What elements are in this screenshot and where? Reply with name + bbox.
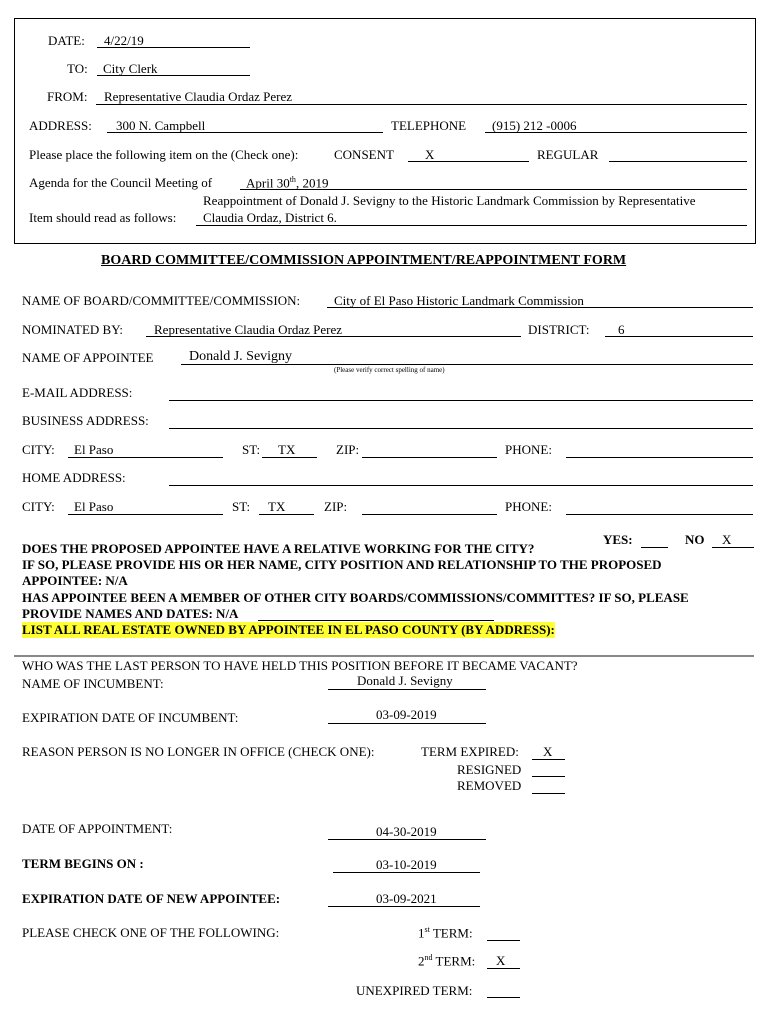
unexpired-term-label: UNEXPIRED TERM: <box>356 983 473 998</box>
phone1-line[interactable] <box>566 457 753 458</box>
boards-line <box>258 620 494 621</box>
agenda-label: Agenda for the Council Meeting of <box>29 175 213 190</box>
nominated-line <box>146 336 521 337</box>
to-value[interactable]: City Clerk <box>103 61 158 76</box>
no-label: NO <box>685 532 705 547</box>
city2-line <box>68 514 223 515</box>
city1-value[interactable]: El Paso <box>74 442 114 457</box>
date-label: DATE: <box>48 33 85 48</box>
item-line-1[interactable]: Reappointment of Donald J. Sevigny to the Historic Landmark Commission by Representative <box>203 193 696 208</box>
to-label: TO: <box>67 61 88 76</box>
second-term-label: 2nd TERM: <box>418 953 476 969</box>
board-line <box>327 307 753 308</box>
phone2-line[interactable] <box>566 514 753 515</box>
second-term-line <box>487 968 520 969</box>
item-line-2[interactable]: Claudia Ordaz, District 6. <box>203 210 337 225</box>
telephone-value[interactable]: (915) 212 -0006 <box>492 118 577 133</box>
nominated-value[interactable]: Representative Claudia Ordaz Perez <box>154 322 343 337</box>
appointment-date-line <box>328 839 486 840</box>
incumbent-exp-label: EXPIRATION DATE OF INCUMBENT: <box>22 710 239 725</box>
st2-line <box>259 514 314 515</box>
question-relative-details: IF SO, PLEASE PROVIDE HIS OR HER NAME, CITY POSITION AND RELATIONSHIP TO THE PROPOSED <box>22 557 662 572</box>
st1-label: ST: <box>242 442 261 457</box>
resigned-label: RESIGNED <box>457 762 522 777</box>
incumbent-name-line <box>328 689 486 690</box>
home-label: HOME ADDRESS: <box>22 470 126 485</box>
appointment-date-value[interactable]: 04-30-2019 <box>376 824 437 839</box>
question-real-estate: LIST ALL REAL ESTATE OWNED BY APPOINTEE IN EL PASO COUNTY (BY ADDRESS): <box>22 622 555 637</box>
place-text: Please place the following item on the (Check one): <box>29 147 299 162</box>
reason-label: REASON PERSON IS NO LONGER IN OFFICE (CHECK ONE): <box>22 744 375 759</box>
unexpired-term-line[interactable] <box>487 997 520 998</box>
zip1-line[interactable] <box>362 457 497 458</box>
yes-label: YES: <box>603 532 633 547</box>
name-note: (Please verify correct spelling of name) <box>334 366 445 374</box>
board-label: NAME OF BOARD/COMMITTEE/COMMISSION: <box>22 293 301 308</box>
appointee-name-line <box>181 364 753 365</box>
consent-label: CONSENT <box>334 147 394 162</box>
district-value[interactable]: 6 <box>618 322 625 337</box>
address-value[interactable]: 300 N. Campbell <box>116 118 206 133</box>
zip2-line[interactable] <box>362 514 497 515</box>
new-exp-label: EXPIRATION DATE OF NEW APPOINTEE: <box>22 891 281 906</box>
nominated-label: NOMINATED BY: <box>22 322 123 337</box>
telephone-line <box>485 132 747 133</box>
board-value[interactable]: City of El Paso Historic Landmark Commission <box>334 293 584 308</box>
telephone-label: TELEPHONE <box>391 118 467 133</box>
appointment-date-label: DATE OF APPOINTMENT: <box>22 821 173 836</box>
from-line <box>96 104 747 105</box>
st2-label: ST: <box>232 499 251 514</box>
no-line <box>712 547 754 548</box>
incumbent-exp-line <box>328 723 486 724</box>
removed-label: REMOVED <box>457 778 522 793</box>
email-line[interactable] <box>169 400 753 401</box>
regular-label: REGULAR <box>537 147 599 162</box>
st2-value[interactable]: TX <box>268 499 286 514</box>
address-label: ADDRESS: <box>29 118 92 133</box>
second-term-value[interactable]: X <box>496 953 506 968</box>
term-expired-value[interactable]: X <box>543 744 553 759</box>
new-exp-line <box>328 906 480 907</box>
question-relative-answer: APPOINTEE: N/A <box>22 573 128 588</box>
question-boards-answer: PROVIDE NAMES AND DATES: N/A <box>22 606 239 621</box>
zip2-label: ZIP: <box>324 499 348 514</box>
phone2-label: PHONE: <box>505 499 552 514</box>
first-term-line[interactable] <box>487 940 520 941</box>
term-begins-value[interactable]: 03-10-2019 <box>376 857 437 872</box>
city2-label: CITY: <box>22 499 55 514</box>
consent-value[interactable]: X <box>425 147 435 162</box>
term-expired-line <box>532 759 565 760</box>
city1-label: CITY: <box>22 442 55 457</box>
form-title: BOARD COMMITTEE/COMMISSION APPOINTMENT/REAPPOINTMENT FORM <box>101 253 627 268</box>
st1-line <box>262 457 317 458</box>
address-line <box>107 132 383 133</box>
term-expired-label: TERM EXPIRED: <box>421 744 519 759</box>
term-begins-label: TERM BEGINS ON : <box>22 856 144 871</box>
no-value[interactable]: X <box>722 532 732 547</box>
item-line <box>196 225 747 226</box>
consent-line <box>408 161 529 162</box>
appointee-name-value[interactable]: Donald J. Sevigny <box>189 349 293 364</box>
incumbent-name-value[interactable]: Donald J. Sevigny <box>357 673 453 688</box>
term-begins-line <box>333 872 480 873</box>
appointee-name-label: NAME OF APPOINTEE <box>22 350 154 365</box>
zip1-label: ZIP: <box>336 442 360 457</box>
date-line <box>97 47 250 48</box>
st1-value[interactable]: TX <box>278 442 296 457</box>
date-value[interactable]: 4/22/19 <box>104 33 144 48</box>
removed-line[interactable] <box>532 793 565 794</box>
item-label: Item should read as follows: <box>29 210 177 225</box>
agenda-value[interactable]: April 30th, 2019 <box>246 175 329 191</box>
business-line[interactable] <box>169 428 753 429</box>
city2-value[interactable]: El Paso <box>74 499 114 514</box>
home-line[interactable] <box>169 485 753 486</box>
question-relative: DOES THE PROPOSED APPOINTEE HAVE A RELATIVE WORKING FOR THE CITY? <box>22 541 535 556</box>
email-label: E-MAIL ADDRESS: <box>22 385 133 400</box>
business-label: BUSINESS ADDRESS: <box>22 413 149 428</box>
from-value[interactable]: Representative Claudia Ordaz Perez <box>104 89 293 104</box>
regular-line <box>609 161 747 162</box>
section-divider <box>14 655 754 657</box>
district-label: DISTRICT: <box>528 322 590 337</box>
first-term-label: 1st TERM: <box>418 925 473 941</box>
question-boards: HAS APPOINTEE BEEN A MEMBER OF OTHER CITY BOARDS/COMMISSIONS/COMMITTES? IF SO, PLEASE <box>22 590 689 605</box>
agenda-line <box>240 189 747 190</box>
phone1-label: PHONE: <box>505 442 552 457</box>
incumbent-exp-value[interactable]: 03-09-2019 <box>376 707 437 722</box>
yes-line[interactable] <box>641 547 668 548</box>
who-text: WHO WAS THE LAST PERSON TO HAVE HELD THIS POSITION BEFORE IT BECAME VACANT? <box>22 658 578 673</box>
district-line <box>605 336 753 337</box>
city1-line <box>68 457 223 458</box>
resigned-line[interactable] <box>532 776 565 777</box>
to-line <box>97 75 250 76</box>
from-label: FROM: <box>47 89 88 104</box>
new-exp-value[interactable]: 03-09-2021 <box>376 891 437 906</box>
check-label: PLEASE CHECK ONE OF THE FOLLOWING: <box>22 925 280 940</box>
incumbent-name-label: NAME OF INCUMBENT: <box>22 676 164 691</box>
